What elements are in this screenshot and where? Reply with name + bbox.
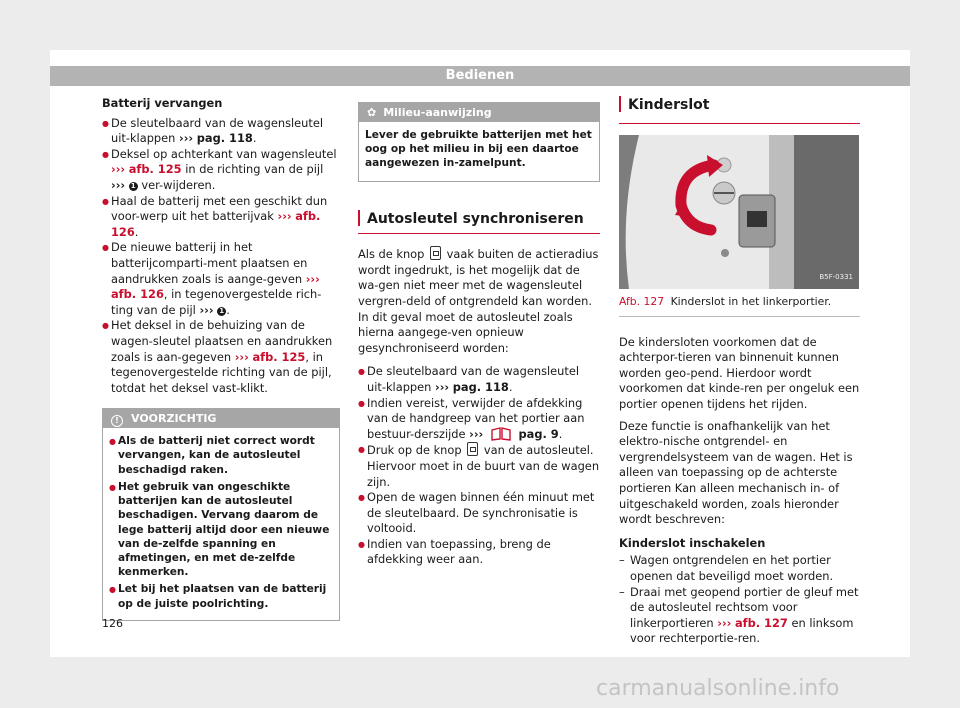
callout-number: 1 (129, 182, 138, 191)
title-accent-bar (358, 210, 360, 226)
figure-code: B5F-0331 (819, 273, 853, 281)
door-illustration (619, 135, 859, 289)
environment-note-body: Lever de gebruikte batterijen met het oog op het milieu in bij een daartoe aangewezen in-zamelpunt. (365, 129, 592, 170)
section-title: Autosleutel synchroniseren (358, 210, 600, 235)
leaf-icon: ✿ (367, 106, 377, 119)
figure-link[interactable]: afb. 126 (111, 287, 164, 302)
list-item: ● Haal de batterij met een geschikt dun voor-werp uit het batterijvak ››› afb. 126. (102, 194, 340, 241)
section-title: Kinderslot (619, 96, 860, 124)
environment-note-box (358, 102, 600, 182)
list-item: ● De nieuwe batterij in het batterijcomparti-ment plaatsen en aandrukken zoals is aange-geven ››› afb. 126, in tegenovergestelde rich-ting van de pijl ››› 1 . (102, 240, 340, 318)
list-item: ● Deksel op achterkant van wagensleutel ››› afb. 125 in de richting van de pijl ››› 1 ver-wijderen. (102, 147, 340, 194)
page-link[interactable]: pag. 9 (518, 426, 559, 441)
warning-header: ! VOORZICHTIG (103, 409, 339, 428)
section-autosleutel (358, 210, 600, 568)
column-2 (358, 96, 600, 568)
column-3 (619, 96, 860, 647)
list-item: ● Als de batterij niet correct wordt vervangen, kan de autosleutel beschadigd raken. (109, 434, 333, 477)
page-link[interactable]: pag. 118 (196, 131, 253, 146)
environment-note-header: ✿ Milieu-aanwijzing (359, 103, 599, 122)
list-item: ● Open de wagen binnen één minuut met de sleutelbaard. De synchronisatie is voltooid. (358, 490, 600, 537)
dash-item: – Wagen ontgrendelen en het portier openen dat beveiligd moet worden. (619, 553, 860, 584)
warning-body (103, 428, 339, 619)
figure-link[interactable]: afb. 125 (128, 162, 182, 177)
list-item: ● Het gebruik van ongeschikte batterijen kan de autosleutel beschadigen. Vervang daarom de lege batterij altijd door een nieuwe van de-zelfde spanning en afmetingen, en met de-zelfde kenmerken. (109, 480, 333, 579)
list-item: ● Let bij het plaatsen van de batterij op de juiste poolrichting. (109, 582, 333, 610)
figure-link[interactable]: afb. 125 (252, 349, 306, 364)
book-icon (490, 427, 512, 441)
figure-link[interactable]: afb. 127 (734, 615, 788, 630)
dash-item: – Draai met geopend portier de gleuf met de autosleutel rechtsom voor linkerportieren ››› afb. 127 en linksom voor rechterportie-ren. (619, 585, 860, 647)
paragraph: De kindersloten voorkomen dat de achterpor-tieren van binnenuit kunnen worden geo-pend. Hierdoor wordt voorkomen dat kinde-ren per ongeluk een portier openen tijdens het rijden. (619, 334, 860, 411)
list-item: ● Druk op de knop van de autosleutel. Hiervoor moet in de buurt van de wagen zijn. (358, 442, 600, 490)
section-heading: Batterij vervangen (102, 96, 223, 110)
intro-paragraph: Als de knop vaak buiten de actieradius wordt ingedrukt, is het mogelijk dat de wa-gen niet meer met de wagensleutel vergren-deld of ontgrendeld kan worden. In dit geval moet de autosleutel zoals hierna aangege-ven opnieuw gesynchroniseerd worden: (358, 247, 599, 355)
page-link[interactable]: pag. 118 (452, 379, 509, 394)
list-item: ● De sleutelbaard van de wagensleutel uit-klappen ››› pag. 118. (358, 364, 600, 395)
column-1 (102, 96, 340, 621)
list-item: ● Indien vereist, verwijder de afdekking van de handgreep van het portier aan bestuur-derszijde ››› pag. 9. (358, 396, 600, 443)
list-item: ● Het deksel in de behuizing van de wagen-sleutel plaatsen en aandrukken zoals is aan-gegeven ››› afb. 125, in tegenovergestelde richting van de pijl, totdat het deksel vast-klikt. (102, 318, 340, 396)
caption-label: Afb. 127 (619, 294, 665, 308)
figure-link[interactable]: afb. 126 (111, 209, 321, 239)
title-accent-bar (619, 96, 621, 112)
page-header: Bedienen (50, 66, 910, 86)
key-button-icon (430, 246, 441, 260)
callout-number: 1 (217, 307, 226, 316)
list-item: ● De sleutelbaard van de wagensleutel uit-klappen ››› pag. 118. (102, 116, 340, 147)
child-lock-figure (619, 135, 859, 289)
list-item: ● Indien van toepassing, breng de afdekking weer aan. (358, 537, 600, 568)
warning-box (102, 408, 340, 620)
warning-icon: ! (111, 415, 123, 427)
sub-heading: Kinderslot inschakelen (619, 535, 766, 550)
figure-caption: Afb. 127 Kinderslot in het linkerportier. (619, 295, 860, 317)
paragraph: Deze functie is onafhankelijk van het elektro-nische ontgrendel- en vergrendelsysteem van de wagen. Het is alleen van toepassing op de achterste portieren Kan alleen mechanisch in- of uitgeschakeld worden, zoals hieronder wordt beschreven: (619, 418, 853, 527)
watermark: carmanualsonline.info (596, 676, 840, 701)
page-number: 126 (102, 617, 123, 630)
key-button-icon (467, 442, 478, 456)
